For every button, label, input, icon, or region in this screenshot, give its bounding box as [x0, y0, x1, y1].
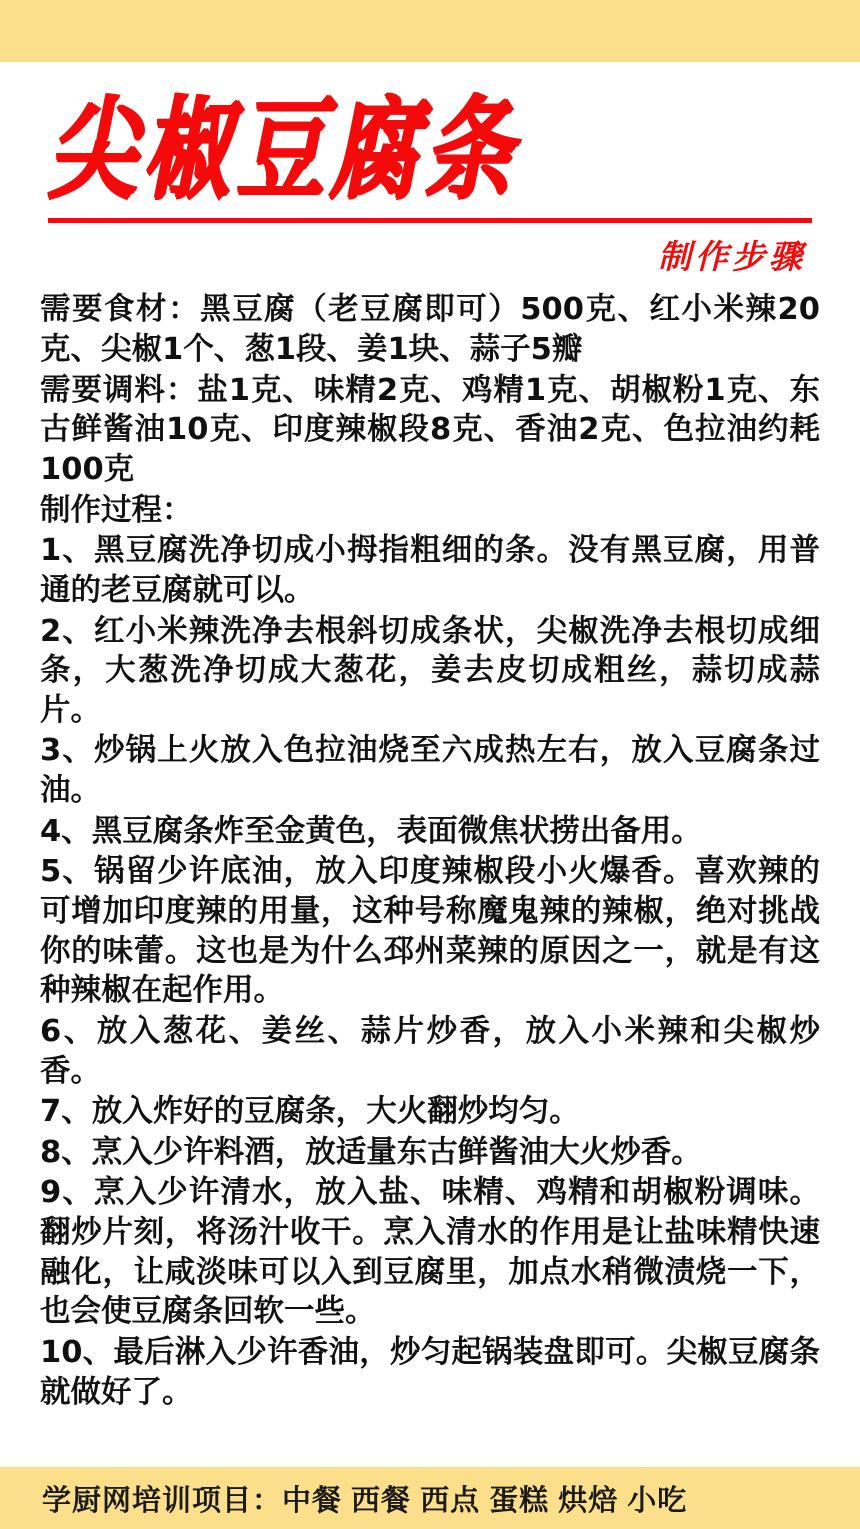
footer-text: 学厨网培训项目：中餐 西餐 西点 蛋糕 烘焙 小吃: [42, 1484, 688, 1517]
recipe-paragraph: 3、炒锅上火放入色拉油烧至六成热左右，放入豆腐条过油。: [40, 733, 820, 809]
recipe-paragraph: 10、最后淋入少许香油，炒匀起锅装盘即可。尖椒豆腐条就做好了。: [40, 1335, 820, 1410]
page-title: 尖椒豆腐条: [48, 84, 519, 214]
recipe-paragraph: 7、放入炸好的豆腐条，大火翻炒均匀。: [40, 1094, 580, 1130]
recipe-paragraph: 9、烹入少许清水，放入盐、味精、鸡精和胡椒粉调味。翻炒片刻，将汤汁收干。烹入清水的作用是让盐味精快速融化，让咸淡味可以入到豆腐里，加点水稍微渍烧一下，也会使豆腐条回软一些。: [40, 1175, 820, 1330]
recipe-body: [26, 290, 834, 1412]
recipe-paragraph: 需要食材：黑豆腐（老豆腐即可）500克、红小米辣20克、尖椒1个、葱1段、姜1块、蒜子5瓣: [40, 292, 820, 368]
recipe-paragraph: 1、黑豆腐洗净切成小拇指粗细的条。没有黑豆腐，用普通的老豆腐就可以。: [40, 533, 820, 608]
recipe-paragraph: 制作过程：: [40, 492, 193, 528]
title-underline: [48, 218, 812, 223]
recipe-paragraph: 2、红小米辣洗净去根斜切成条状，尖椒洗净去根切成细条，大葱洗净切成大葱花，姜去皮切成粗丝，蒜切成蒜片。: [40, 613, 820, 728]
recipe-paragraph: 6、放入葱花、姜丝、蒜片炒香，放入小米辣和尖椒炒香。: [40, 1013, 820, 1089]
recipe-paragraph: 需要调料：盐1克、味精2克、鸡精1克、胡椒粉1克、东古鲜酱油10克、印度辣椒段8克、香油2克、色拉油约耗100克: [40, 372, 820, 487]
bottom-color-band: [0, 1467, 860, 1529]
poster-content: [0, 62, 860, 1467]
title-block: [26, 84, 834, 278]
recipe-paragraph: 8、烹入少许料酒，放适量东古鲜酱油大火炒香。: [40, 1134, 702, 1170]
recipe-paragraph: 4、黑豆腐条炸至金黄色，表面微焦状捞出备用。: [40, 813, 702, 849]
subtitle: 制作步骤: [658, 237, 806, 277]
recipe-paragraph: 5、锅留少许底油，放入印度辣椒段小火爆香。喜欢辣的可增加印度辣的用量，这种号称魔鬼辣的辣椒，绝对挑战你的味蕾。这也是为什么邳州菜辣的原因之一，就是有这种辣椒在起作用。: [40, 854, 820, 1009]
top-color-band: [0, 0, 860, 62]
